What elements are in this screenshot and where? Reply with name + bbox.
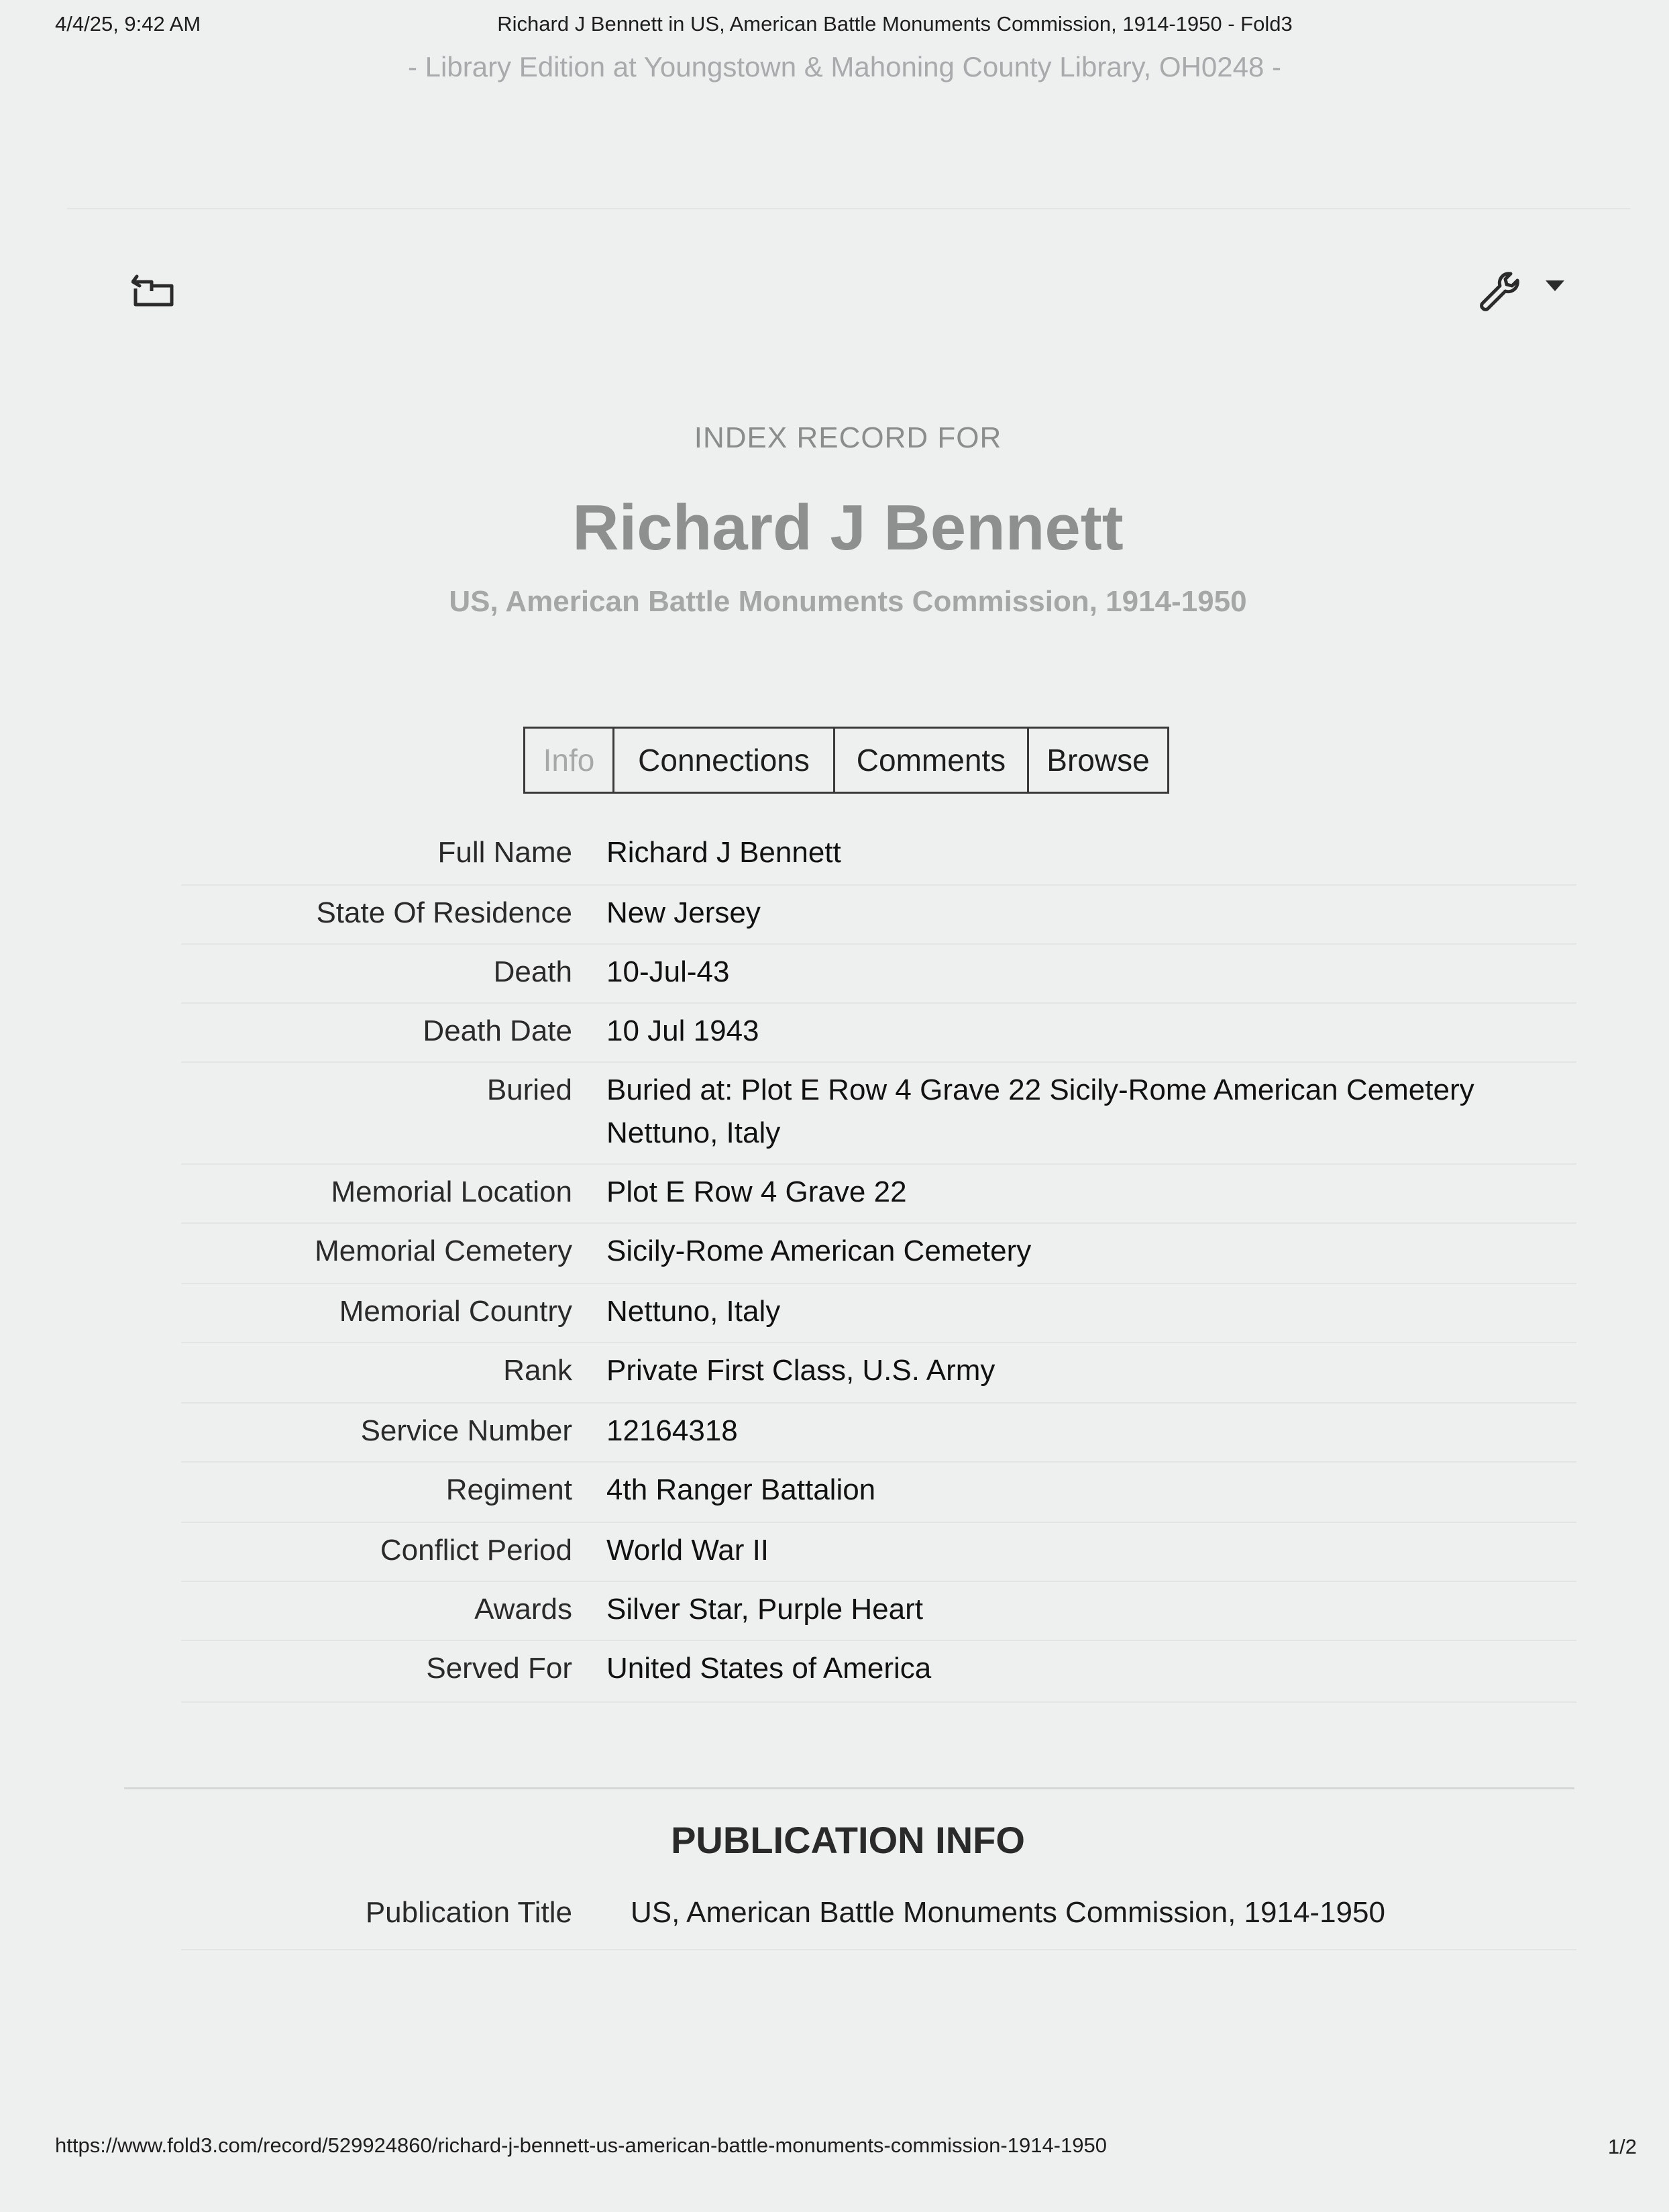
page-count: 1/2 [1607,2135,1637,2158]
row-divider [181,1949,1576,1950]
field-label: Served For [426,1652,572,1685]
field-value: 4th Ranger Battalion [606,1473,876,1506]
print-date: 4/4/25, 9:42 AM [55,12,201,36]
field-label: Full Name [437,836,572,869]
row-divider [181,1461,1576,1463]
row-divider [181,1640,1576,1641]
row-divider [181,943,1576,945]
field-value: Richard J Bennett [606,836,841,869]
field-label: Conflict Period [380,1534,572,1567]
field-value: Sicily-Rome American Cemetery [606,1234,1032,1267]
row-divider [181,1061,1576,1063]
field-value: Silver Star, Purple Heart [606,1593,923,1626]
field-value: New Jersey [606,896,761,929]
field-label: Rank [503,1354,572,1387]
field-value: 12164318 [606,1414,738,1447]
field-label: Memorial Country [339,1295,572,1328]
field-value: Plot E Row 4 Grave 22 [606,1175,907,1208]
field-value: Nettuno, Italy [606,1295,781,1328]
collection-subtitle[interactable]: US, American Battle Monuments Commission, 1914-1950 [449,585,1247,618]
row-divider [181,884,1576,886]
row-divider [181,1581,1576,1582]
page-title: Richard J Bennett [572,492,1124,564]
tab-connections[interactable]: Connections [612,727,835,794]
row-divider [181,1002,1576,1004]
record-tabs [525,727,1169,792]
field-value: 10 Jul 1943 [606,1014,759,1047]
field-label: State Of Residence [316,896,572,929]
print-title: Richard J Bennett in US, American Battle Monuments Commission, 1914-1950 - Fold3 [497,12,1293,36]
chevron-down-icon[interactable] [1543,278,1567,294]
header-divider [67,208,1630,209]
print-header [0,12,1669,42]
field-label: Awards [474,1593,572,1626]
field-label: Regiment [445,1473,572,1506]
field-label: Memorial Cemetery [315,1234,572,1267]
row-divider [181,1283,1576,1284]
row-divider [181,1402,1576,1404]
wrench-icon[interactable] [1476,268,1523,315]
row-divider [181,1701,1576,1703]
publication-title-label: Publication Title [365,1896,572,1929]
field-value: United States of America [606,1652,932,1685]
field-value: Buried at: Plot E Row 4 Grave 22 Sicily-Rome American Cemetery [606,1073,1474,1106]
field-label: Buried [486,1073,572,1106]
row-divider [181,1342,1576,1343]
field-label: Service Number [360,1414,572,1447]
field-label: Death [493,955,572,988]
print-footer [0,2134,1669,2163]
field-value: Private First Class, U.S. Army [606,1354,995,1387]
index-record-label: INDEX RECORD FOR [694,421,1002,454]
field-value: 10-Jul-43 [606,955,730,988]
tab-info[interactable]: Info [523,727,614,794]
back-arrow-icon[interactable] [131,271,176,309]
publication-heading: PUBLICATION INFO [671,1819,1025,1861]
row-divider [181,1522,1576,1523]
row-divider [181,1163,1576,1165]
library-edition-banner: - Library Edition at Youngstown & Mahoning County Library, OH0248 - [408,51,1281,83]
field-label: Memorial Location [331,1175,572,1208]
field-label: Death Date [423,1014,572,1047]
print-url: https://www.fold3.com/record/529924860/richard-j-bennett-us-american-battle-monuments-commission-1914-1950 [55,2134,1107,2157]
publication-title-value[interactable]: US, American Battle Monuments Commission, 1914-1950 [631,1896,1385,1929]
field-value-line-2: Nettuno, Italy [606,1116,781,1149]
tab-browse[interactable]: Browse [1027,727,1169,794]
row-divider [181,1222,1576,1224]
tab-comments[interactable]: Comments [833,727,1029,794]
section-divider [124,1787,1574,1789]
field-value: World War II [606,1534,769,1567]
